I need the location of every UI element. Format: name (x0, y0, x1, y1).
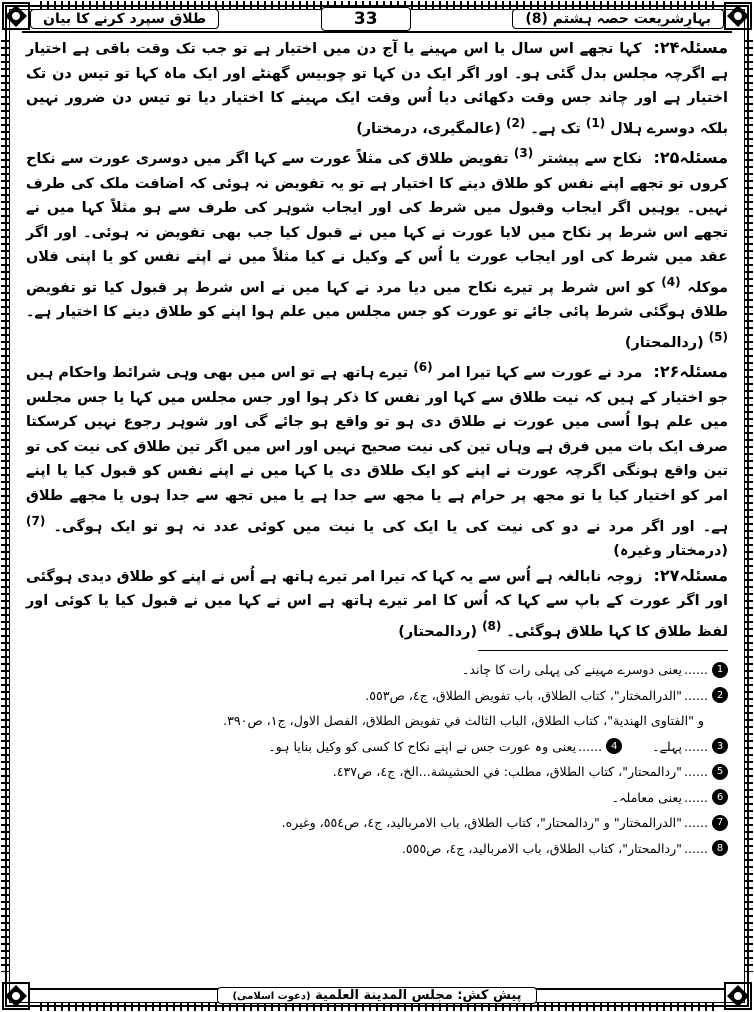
masala-25 (26, 141, 728, 355)
border-pattern-right (745, 40, 753, 972)
masala-text: مرد نے عورت سے کہا تیرا امر (437, 365, 643, 382)
footnote-number-badge: 3 (712, 738, 728, 754)
masala-text: تیرے ہاتھ ہے تو اس میں بھی وہی شرائط واحکام ہیں جو اختیار کے ہیں کہ نیت طلاق سے کہا اور نفس کا ذکر ہوا اور جس مجلس میں کہا یا جس مجلس میں علم ہوا اُسی میں عورت نے طلاق دی ہو تو واقع ہو جائے گی اور شوہر رجوع نہیں کرسکتا صرف ایک بات میں فرق ہے وہاں تین کی نیت صحیح نہیں اور اس میں اگر تین طلاق کی نیت کی تو تین واقع ہونگی اگرچہ عورت نے اپنے کو ایک طلاق دی یا کہا میں نے اپنے نفس کو قبول کیا یا اپنے امر کو اختیار کیا یا تو مجھ پر حرام ہے یا مجھ سے جدا ہے یا میں تجھ سے جدا ہوں یا مجھے طلاق ہے۔ اور اگر مرد نے دو کی نیت کی یا ایک کی یا نیت میں کوئی عدد نہ ہو تو ایک ہوگی۔ (26, 365, 729, 535)
masala-text: نکاح سے پیشتر (538, 150, 643, 167)
footnote-dots: ...... (683, 815, 708, 831)
page-body (26, 36, 728, 861)
footnote-number-badge: 8 (712, 840, 728, 856)
footnote-dots: ...... (683, 687, 708, 703)
masala-label: مسئلہ۲۵: (653, 147, 729, 167)
masala-text: زوجہ نابالغہ ہے اُس سے یہ کہا کہ تیرا امر تیرے ہاتھ ہے اُس نے اپنے کو طلاق دیدی ہوگئی اور اگر عورت کے باپ سے کہا کہ اُس کا امر تیرے ہاتھ ہے اس نے کہا میں نے قبول کیا یا کوئی اور لفظ طلاق کا کہا طلاق ہوگئی۔ (26, 568, 728, 640)
footer-org: مجلس المدينة العلمية (315, 988, 453, 1003)
footnote-5 (26, 759, 728, 785)
footnote-divider (478, 650, 728, 651)
footer-suffix: (دعوت اسلامی) (232, 991, 311, 1002)
masala-text: کو اس شرط پر تیرے نکاح میں دیا مرد نے کہا میں نے اس شرط پر قبول کیا تو تفویض طلاق ہوگئی شرط پائی جائے تو عورت کو جس مجلس میں علم ہوا اپنے کو طلاق دینے کا اختیار ہے۔ (26, 279, 728, 321)
publisher-credit (217, 987, 536, 1004)
footnote-marker[interactable]: (3) (513, 146, 534, 161)
footnote-dots: ...... (683, 764, 708, 780)
masala-label: مسئلہ۲۴: (653, 38, 728, 57)
footnote-number-badge: 1 (712, 662, 728, 678)
footnote-marker[interactable]: (8) (482, 618, 502, 633)
footnote-marker[interactable]: (5) (708, 329, 728, 344)
masala-text: تک ہے۔ (530, 120, 581, 137)
footnote-7 (26, 810, 728, 836)
reference: (ردالمحتار) (398, 623, 478, 640)
reference: (ردالمحتار) (624, 334, 704, 351)
footnote-dots: ...... (683, 662, 708, 678)
footnote-marker[interactable]: (7) (26, 513, 46, 528)
footnote-dots: ...... (683, 738, 708, 754)
chapter-title: طلاق سپرد کرنے کا بیان (30, 9, 219, 29)
footnote-3-4 (26, 734, 728, 760)
footnote-6 (26, 785, 728, 811)
footer-prefix: پیش کش: (457, 988, 522, 1003)
border-pattern-bottom (40, 1003, 714, 1011)
page-header (30, 6, 724, 32)
masala-26 (26, 355, 728, 563)
footnote-marker[interactable]: (1) (585, 115, 606, 130)
footnote-marker[interactable]: (4) (661, 274, 681, 289)
footnote-number-badge: 6 (712, 789, 728, 805)
footnote-number-badge: 5 (712, 764, 728, 780)
footnote-number-badge: 4 (606, 738, 622, 754)
footnote-dots: ...... (683, 789, 708, 805)
footnote-text: یعنی وہ عورت جس نے اپنے نکاح کا کسی کو وکیل بنایا ہو۔ (268, 738, 577, 754)
masala-24 (26, 36, 728, 141)
footnote-text: "ردالمحتار"، كتاب الطلاق، باب الامرباليد، ج٤، ص٥٥٥. (401, 840, 682, 856)
masala-label: مسئلہ۲۷: (653, 565, 728, 585)
page-footer (0, 987, 754, 1004)
footnote-text: "الدرالمختار" و "ردالمحتار"، كتاب الطلاق، باب الامرباليد، ج٤، ص٥٥٤، وغيره. (281, 815, 682, 831)
footnote-dots: ...... (578, 738, 603, 754)
footnote-text: یعنی دوسرے مہینے کی پہلی رات کا چاند۔ (461, 662, 682, 678)
corner-ornament-icon (2, 2, 30, 30)
header-rule (22, 31, 732, 33)
footnote-number-badge: 7 (712, 815, 728, 831)
book-title: بہارِشریعت حصہ ہشتم (8) (512, 9, 724, 29)
footnote-dots: ...... (683, 840, 708, 856)
border-pattern-left (1, 40, 9, 972)
footnote-2 (26, 683, 728, 709)
footnote-text: و "الفتاوى الهندية"، كتاب الطلاق، الباب الثالث في تفويض الطلاق، الفصل الاول، ج١، ص٣٩٠. (223, 713, 704, 729)
masala-label: مسئلہ۲۶: (653, 362, 728, 382)
footnote-text: پہلے۔ (652, 738, 682, 754)
footnote-text: "الدرالمختار"، کتاب الطلاق، باب تفويض الطلاق، ج٤، ص٥٥٣. (365, 687, 682, 703)
footnote-marker[interactable]: (6) (413, 360, 433, 375)
footnote-1 (26, 657, 728, 683)
reference: (عالمگیری، درمختار) (356, 120, 502, 137)
masala-27 (26, 564, 728, 645)
masala-text: تفویض طلاق کی مثلاً عورت سے کہا اگر میں دوسری عورت سے نکاح کروں تو تجھے اپنے نفس کو طلاق دینے کا اختیار ہے تو یہ تفویض نہ ہوئی کہ اضافت ملک کی طرف نہیں۔ یوہیں اگر ایجاب وقبول میں شرط کی اور ایجاب شوہر کی طرف سے ہو مثلاً کہا میں نے تجھے اس شرط پر نکاح میں لایا عورت نے کہا میں نے قبول کیا جب بھی تفویض نہ ہوئی۔ اور اگر عقد میں شرط کی اور ایجاب عورت یا اُس کے وکیل نے کیا مثلاً میں نے اپنے نفس کو یا اپنی فلاں موکلہ (26, 150, 728, 296)
corner-ornament-icon (724, 2, 752, 30)
footnote-text: یعنی معاملہ۔ (611, 789, 682, 805)
footnote-2-continued (26, 708, 728, 734)
footnote-marker[interactable]: (2) (506, 115, 526, 130)
footnote-number-badge: 2 (712, 687, 728, 703)
masala-text: کہا تجھے اس سال یا اس مہینے یا آج دن میں اختیار ہے تو جب تک وقت باقی ہے اختیار ہے اگرچہ مجلس بدل گئی ہو۔ اور اگر ایک دن کہا تو چوبیس گھنٹے اور ایک ماہ کہا تو تیس دن تک اختیار ہے اور چاند جس وقت دکھائی دیا اُس وقت ایک مہینے کا اختیار دیا تو تیس دن ضرور نہیں بلکہ دوسرے ہلال (26, 41, 728, 137)
page-number: 33 (321, 7, 411, 31)
reference: (درمختار وغیرہ) (613, 543, 728, 560)
footnote-text: "ردالمحتار"، كتاب الطلاق، مطلب: في الحشيشة...الخ، ج٤، ص٤٣٧. (332, 764, 682, 780)
footnote-8 (26, 836, 728, 862)
